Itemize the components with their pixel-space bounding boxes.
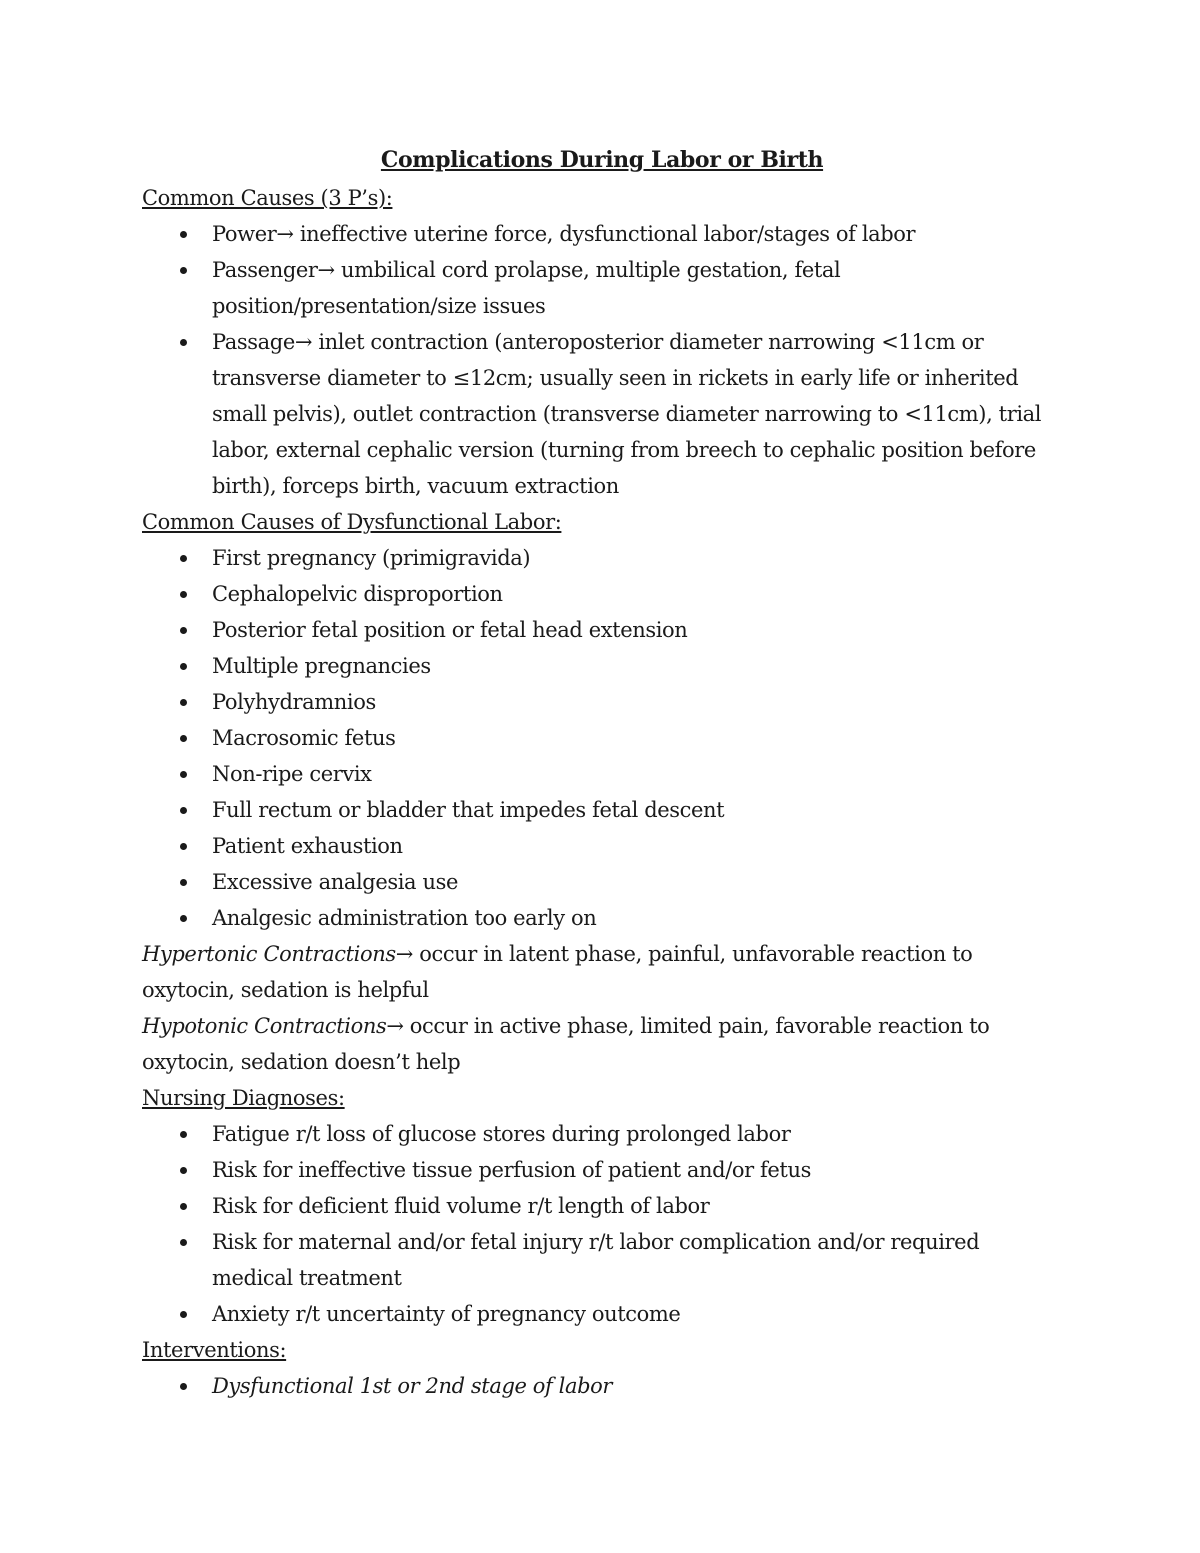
section-heading-nursing-diagnoses: Nursing Diagnoses:	[142, 1086, 345, 1110]
list-item: Full rectum or bladder that impedes fetal descent	[212, 792, 1062, 828]
list-item: Fatigue r/t loss of glucose stores during prolonged labor	[212, 1116, 1062, 1152]
hypertonic-text: → occur in latent phase, painful, unfavorable reaction to oxytocin, sedation is helpful	[142, 942, 973, 1002]
list-item: Macrosomic fetus	[212, 720, 1062, 756]
hypertonic-term: Hypertonic Contractions	[142, 942, 396, 966]
dysfunctional-labor-list	[142, 540, 1062, 936]
document-title: Complications During Labor or Birth	[380, 147, 824, 173]
interventions-list	[142, 1368, 1062, 1404]
common-causes-list	[142, 216, 1062, 504]
list-item: Non-ripe cervix	[212, 756, 1062, 792]
list-item: Polyhydramnios	[212, 684, 1062, 720]
list-item: Risk for maternal and/or fetal injury r/t labor complication and/or required medical treatment	[212, 1224, 1062, 1296]
list-item: Analgesic administration too early on	[212, 900, 1062, 936]
nursing-diagnoses-list	[142, 1116, 1062, 1332]
hypotonic-term: Hypotonic Contractions	[142, 1014, 387, 1038]
document-body	[142, 140, 1062, 1404]
list-item: Dysfunctional 1st or 2nd stage of labor	[212, 1368, 1062, 1404]
section-heading-interventions: Interventions:	[142, 1338, 287, 1362]
hypertonic-paragraph	[142, 936, 1062, 1008]
hypotonic-text: → occur in active phase, limited pain, favorable reaction to oxytocin, sedation doesn’t help	[142, 1014, 990, 1074]
hypotonic-paragraph	[142, 1008, 1062, 1080]
list-item: Risk for ineffective tissue perfusion of patient and/or fetus	[212, 1152, 1062, 1188]
list-item: Power→ ineffective uterine force, dysfunctional labor/stages of labor	[212, 216, 1062, 252]
section-heading-dysfunctional-labor: Common Causes of Dysfunctional Labor:	[142, 510, 562, 534]
list-item: Risk for deficient fluid volume r/t length of labor	[212, 1188, 1062, 1224]
list-item: Passage→ inlet contraction (anteroposterior diameter narrowing <11cm or transverse diameter to ≤12cm; usually seen in rickets in early life or inherited small pelvis), outlet contraction (transverse diameter narrowing to <11cm), trial labor, external cephalic version (turning from breech to cephalic position before birth), forceps birth, vacuum extraction	[212, 324, 1062, 504]
section-heading-common-causes: Common Causes (3 P’s):	[142, 186, 393, 210]
list-item: Cephalopelvic disproportion	[212, 576, 1062, 612]
list-item: Multiple pregnancies	[212, 648, 1062, 684]
list-item: Anxiety r/t uncertainty of pregnancy outcome	[212, 1296, 1062, 1332]
list-item: Excessive analgesia use	[212, 864, 1062, 900]
list-item: First pregnancy (primigravida)	[212, 540, 1062, 576]
list-item: Patient exhaustion	[212, 828, 1062, 864]
list-item: Posterior fetal position or fetal head extension	[212, 612, 1062, 648]
list-item: Passenger→ umbilical cord prolapse, multiple gestation, fetal position/presentation/size issues	[212, 252, 1062, 324]
